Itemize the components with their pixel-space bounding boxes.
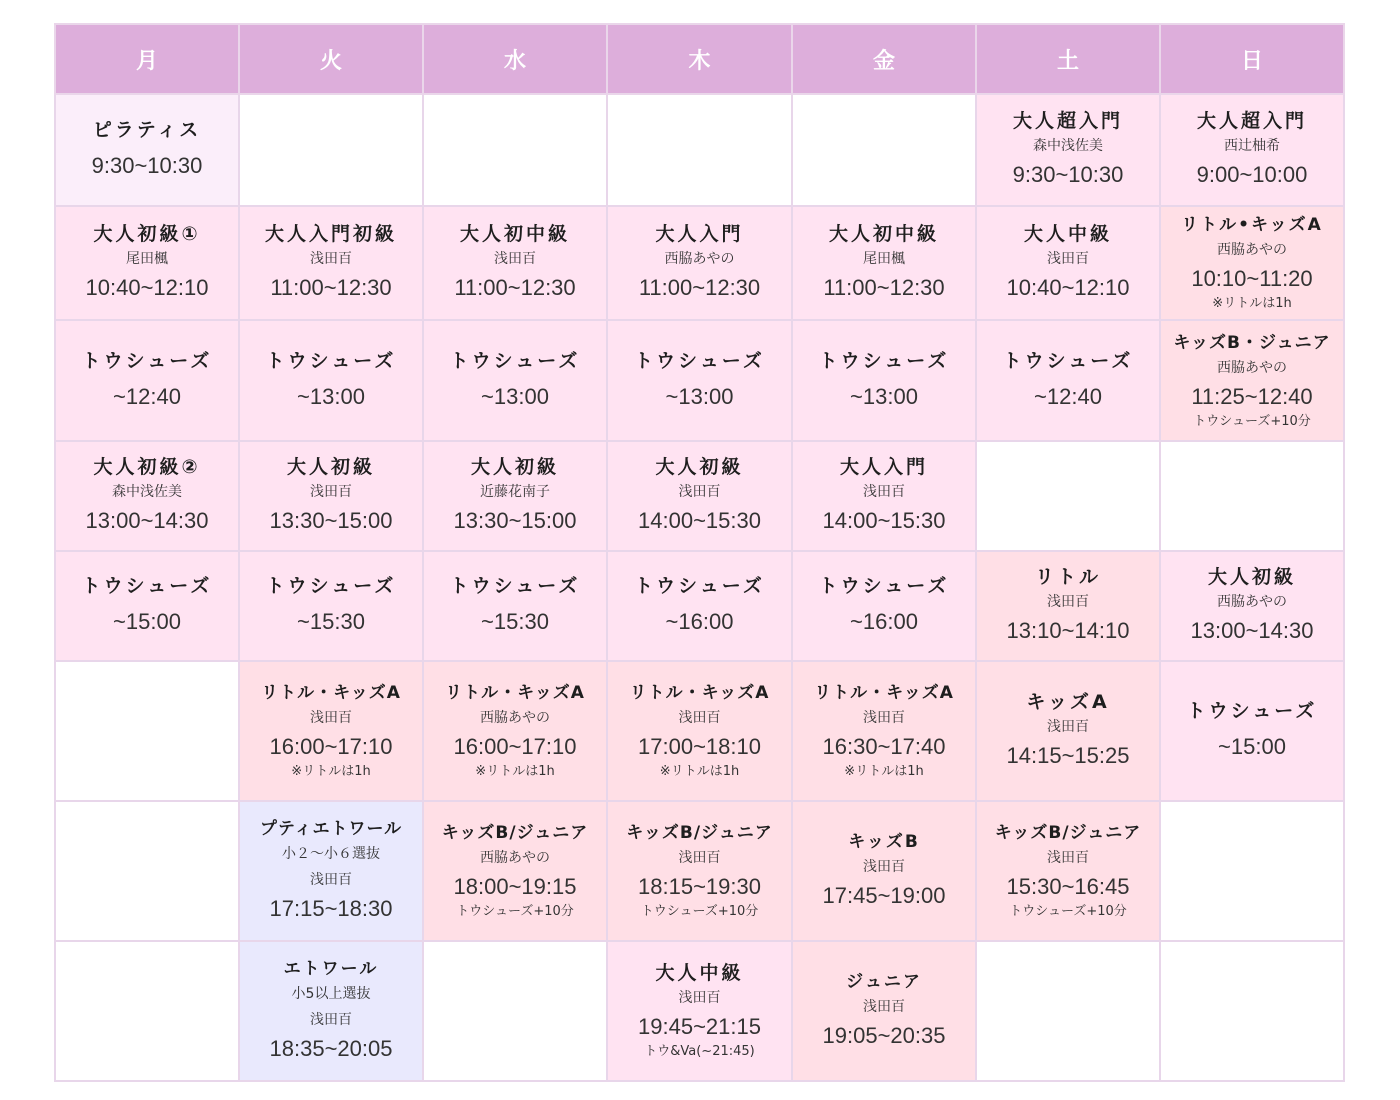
class-time: 11:25~12:40 bbox=[1191, 383, 1313, 409]
class-note: ※リトルは1h bbox=[475, 764, 555, 779]
class-note: ※リトルは1h bbox=[844, 764, 924, 779]
class-name: トウシューズ bbox=[449, 575, 581, 597]
class-time: 17:45~19:00 bbox=[822, 883, 946, 908]
class-name: キッズB/ジュニア bbox=[441, 823, 589, 843]
class-name: トウシューズ bbox=[81, 575, 213, 597]
teacher-name: 浅田百 bbox=[863, 999, 905, 1015]
class-time: ~15:00 bbox=[113, 609, 181, 634]
class-time: 9:30~10:30 bbox=[1012, 162, 1124, 187]
schedule-row bbox=[55, 441, 1344, 551]
class-cell bbox=[239, 320, 423, 441]
class-cell bbox=[607, 441, 792, 551]
class-time: 16:00~17:10 bbox=[269, 734, 393, 759]
class-cell bbox=[423, 206, 607, 320]
class-name: 大人中級 bbox=[655, 962, 744, 984]
class-name: ピラティス bbox=[92, 119, 202, 141]
empty-cell bbox=[607, 94, 792, 206]
class-time: 19:05~20:35 bbox=[822, 1023, 946, 1048]
class-cell bbox=[976, 320, 1160, 441]
teacher-name: 西脇あやの bbox=[664, 251, 735, 267]
class-name: リトル bbox=[1034, 566, 1101, 588]
class-cell bbox=[976, 206, 1160, 320]
class-name: リトル・キッズA bbox=[814, 683, 954, 703]
schedule-row bbox=[55, 941, 1344, 1081]
class-time: 13:10~14:10 bbox=[1006, 618, 1130, 643]
teacher-name: 西脇あやの bbox=[1217, 594, 1287, 610]
empty-cell bbox=[239, 94, 423, 206]
class-time: 19:45~21:15 bbox=[638, 1014, 761, 1039]
schedule-row bbox=[55, 206, 1344, 320]
day-header-mon: 月 bbox=[55, 24, 239, 94]
empty-cell bbox=[55, 661, 239, 801]
class-cell bbox=[976, 801, 1160, 941]
class-time: 18:00~19:15 bbox=[453, 874, 577, 899]
class-name: 大人初級 bbox=[286, 456, 375, 478]
teacher-name: 浅田百 bbox=[310, 872, 352, 888]
class-cell bbox=[239, 551, 423, 661]
day-header-sat: 土 bbox=[976, 24, 1160, 94]
teacher-name: 浅田百 bbox=[1047, 719, 1089, 735]
schedule-row bbox=[55, 94, 1344, 206]
class-note: ※リトルは1h bbox=[1212, 296, 1292, 311]
class-name: キッズB/ジュニア bbox=[626, 823, 773, 843]
class-cell bbox=[239, 661, 423, 801]
class-cell bbox=[607, 320, 792, 441]
class-time: 11:00~12:30 bbox=[454, 275, 576, 300]
class-name: トウシューズ bbox=[634, 349, 765, 372]
class-name: キッズB・ジュニア bbox=[1173, 332, 1331, 353]
class-time: ~13:00 bbox=[850, 383, 918, 409]
teacher-name: 尾田楓 bbox=[126, 251, 168, 267]
class-note: トウシューズ+10分 bbox=[1009, 904, 1127, 919]
class-time: 9:30~10:30 bbox=[91, 153, 203, 178]
class-cell bbox=[1160, 206, 1344, 320]
teacher-name: 浅田百 bbox=[310, 484, 352, 500]
class-name: トウシューズ bbox=[1002, 349, 1134, 372]
class-cell bbox=[1160, 94, 1344, 206]
teacher-name: 西脇あやの bbox=[1217, 359, 1287, 376]
day-header-wed: 水 bbox=[423, 24, 607, 94]
class-cell bbox=[607, 206, 792, 320]
class-time: 14:00~15:30 bbox=[638, 508, 761, 533]
class-time: 16:00~17:10 bbox=[453, 734, 577, 759]
empty-cell bbox=[55, 941, 239, 1081]
teacher-name: 西脇あやの bbox=[480, 850, 550, 866]
class-time: 13:30~15:00 bbox=[269, 508, 393, 533]
class-time: 9:00~10:00 bbox=[1196, 162, 1308, 187]
class-cell bbox=[792, 941, 976, 1081]
class-cell bbox=[792, 441, 976, 551]
teacher-name: 森中浅佐美 bbox=[112, 484, 182, 500]
class-name: リトル・キッズA bbox=[629, 683, 770, 703]
class-name: 大人初級② bbox=[93, 456, 201, 478]
class-name: エトワール bbox=[283, 959, 379, 979]
schedule-row bbox=[55, 551, 1344, 661]
class-time: ~15:00 bbox=[1218, 734, 1286, 759]
class-cell bbox=[1160, 661, 1344, 801]
class-name: キッズB/ジュニア bbox=[994, 823, 1142, 843]
class-time: 15:30~16:45 bbox=[1006, 874, 1130, 899]
class-cell bbox=[792, 801, 976, 941]
class-name: リトル•キッズA bbox=[1181, 215, 1323, 235]
class-cell bbox=[607, 801, 792, 941]
class-cell bbox=[607, 941, 792, 1081]
teacher-name: 浅田百 bbox=[310, 710, 352, 726]
empty-cell bbox=[423, 941, 607, 1081]
class-eligibility: 小5以上選抜 bbox=[291, 986, 371, 1002]
class-cell bbox=[607, 661, 792, 801]
class-cell bbox=[239, 801, 423, 941]
class-note: トウシューズ+10分 bbox=[1193, 413, 1311, 429]
class-time: 13:00~14:30 bbox=[1190, 618, 1314, 643]
class-name: 大人初級① bbox=[93, 223, 201, 245]
class-cell bbox=[423, 551, 607, 661]
class-name: キッズB bbox=[848, 832, 920, 852]
class-name: 大人超入門 bbox=[1012, 110, 1123, 132]
class-time: ~16:00 bbox=[665, 609, 734, 634]
teacher-name: 近藤花南子 bbox=[480, 484, 550, 500]
class-name: キッズA bbox=[1026, 691, 1110, 713]
teacher-name: 森中浅佐美 bbox=[1033, 138, 1103, 154]
teacher-name: 西脇あやの bbox=[480, 710, 550, 726]
class-note: ※リトルは1h bbox=[659, 764, 740, 779]
class-time: ~12:40 bbox=[1034, 383, 1102, 409]
teacher-name: 尾田楓 bbox=[863, 251, 905, 267]
teacher-name: 浅田百 bbox=[678, 484, 721, 500]
class-cell bbox=[792, 206, 976, 320]
class-name: 大人初級 bbox=[655, 456, 744, 478]
class-name: 大人入門 bbox=[655, 223, 744, 245]
class-name: トウシューズ bbox=[81, 349, 213, 372]
class-name: トウシューズ bbox=[1186, 700, 1318, 722]
class-time: 14:00~15:30 bbox=[822, 508, 946, 533]
schedule-row bbox=[55, 661, 1344, 801]
class-name: 大人中級 bbox=[1023, 223, 1112, 245]
class-cell bbox=[1160, 320, 1344, 441]
class-cell bbox=[423, 320, 607, 441]
class-time: 11:00~12:30 bbox=[638, 275, 761, 300]
class-name: トウシューズ bbox=[265, 575, 397, 597]
empty-cell bbox=[1160, 801, 1344, 941]
teacher-name: 浅田百 bbox=[863, 710, 905, 726]
class-time: 11:00~12:30 bbox=[823, 275, 945, 300]
class-cell bbox=[239, 206, 423, 320]
class-time: ~12:40 bbox=[113, 383, 181, 409]
class-name: トウシューズ bbox=[818, 575, 950, 597]
class-name: 大人初級 bbox=[1207, 566, 1296, 588]
class-cell bbox=[1160, 551, 1344, 661]
empty-cell bbox=[1160, 441, 1344, 551]
teacher-name: 浅田百 bbox=[310, 251, 352, 267]
class-cell bbox=[423, 661, 607, 801]
day-header-fri: 金 bbox=[792, 24, 976, 94]
class-time: 18:35~20:05 bbox=[269, 1036, 393, 1061]
class-cell bbox=[607, 551, 792, 661]
class-name: プティエトワール bbox=[259, 819, 403, 839]
empty-cell bbox=[1160, 941, 1344, 1081]
empty-cell bbox=[55, 801, 239, 941]
class-eligibility: 小２〜小６選抜 bbox=[282, 846, 380, 862]
class-cell bbox=[55, 206, 239, 320]
day-header-thu: 木 bbox=[607, 24, 792, 94]
teacher-name: 西脇あやの bbox=[1217, 242, 1287, 258]
class-time: ~16:00 bbox=[850, 609, 918, 634]
class-name: 大人超入門 bbox=[1196, 110, 1307, 132]
class-cell bbox=[792, 551, 976, 661]
class-time: 14:15~15:25 bbox=[1006, 743, 1130, 768]
empty-cell bbox=[792, 94, 976, 206]
class-cell bbox=[423, 441, 607, 551]
class-cell bbox=[423, 801, 607, 941]
class-time: 11:00~12:30 bbox=[270, 275, 392, 300]
class-name: トウシューズ bbox=[634, 575, 765, 597]
class-note: ※リトルは1h bbox=[291, 764, 371, 779]
class-cell bbox=[55, 551, 239, 661]
teacher-name: 浅田百 bbox=[1047, 251, 1089, 267]
class-name: ジュニア bbox=[846, 972, 922, 992]
class-name: 大人初級 bbox=[470, 456, 559, 478]
teacher-name: 浅田百 bbox=[863, 484, 905, 500]
class-time: ~13:00 bbox=[481, 383, 549, 409]
empty-cell bbox=[423, 94, 607, 206]
class-name: 大人初中級 bbox=[459, 223, 570, 245]
day-header-tue: 火 bbox=[239, 24, 423, 94]
weekday-header-row bbox=[55, 24, 1344, 94]
class-time: 10:40~12:10 bbox=[85, 275, 209, 300]
class-cell bbox=[976, 551, 1160, 661]
empty-cell bbox=[976, 441, 1160, 551]
teacher-name: 浅田百 bbox=[863, 859, 905, 875]
class-name: 大人入門初級 bbox=[264, 223, 397, 245]
class-note: トウシューズ+10分 bbox=[456, 904, 574, 919]
class-cell bbox=[976, 661, 1160, 801]
teacher-name: 浅田百 bbox=[678, 850, 721, 866]
class-name: リトル・キッズA bbox=[261, 683, 401, 703]
class-time: 16:30~17:40 bbox=[822, 734, 946, 759]
class-cell bbox=[55, 320, 239, 441]
class-time: 17:00~18:10 bbox=[638, 734, 761, 759]
class-cell bbox=[55, 441, 239, 551]
class-time: ~15:30 bbox=[297, 609, 365, 634]
teacher-name: 浅田百 bbox=[1047, 594, 1089, 610]
class-time: ~13:00 bbox=[665, 383, 734, 409]
class-cell bbox=[239, 941, 423, 1081]
class-cell bbox=[239, 441, 423, 551]
class-time: 18:15~19:30 bbox=[638, 874, 761, 899]
schedule-row bbox=[55, 801, 1344, 941]
class-time: 13:30~15:00 bbox=[453, 508, 577, 533]
teacher-name: 浅田百 bbox=[494, 251, 536, 267]
class-time: 10:10~11:20 bbox=[1191, 266, 1313, 291]
class-time: ~13:00 bbox=[297, 383, 365, 409]
class-cell bbox=[976, 94, 1160, 206]
class-name: 大人入門 bbox=[839, 456, 928, 478]
teacher-name: 浅田百 bbox=[1047, 850, 1089, 866]
day-header-sun: 日 bbox=[1160, 24, 1344, 94]
class-name: リトル・キッズA bbox=[445, 683, 585, 703]
class-cell bbox=[792, 661, 976, 801]
schedule-row bbox=[55, 320, 1344, 441]
teacher-name: 西辻柚希 bbox=[1224, 138, 1280, 154]
class-name: トウシューズ bbox=[265, 349, 397, 372]
class-name: 大人初中級 bbox=[828, 223, 939, 245]
class-note: トウシューズ+10分 bbox=[640, 904, 759, 919]
weekly-schedule-table bbox=[54, 23, 1345, 1082]
class-name: トウシューズ bbox=[818, 349, 950, 372]
class-time: 17:15~18:30 bbox=[269, 896, 393, 921]
class-time: 13:00~14:30 bbox=[85, 508, 209, 533]
class-cell bbox=[55, 94, 239, 206]
empty-cell bbox=[976, 941, 1160, 1081]
class-time: ~15:30 bbox=[481, 609, 549, 634]
class-cell bbox=[792, 320, 976, 441]
teacher-name: 浅田百 bbox=[678, 990, 721, 1006]
class-time: 10:40~12:10 bbox=[1006, 275, 1130, 300]
teacher-name: 浅田百 bbox=[678, 710, 721, 726]
teacher-name: 浅田百 bbox=[310, 1012, 352, 1028]
class-name: トウシューズ bbox=[449, 349, 581, 372]
class-note: トウ&Va(~21:45) bbox=[644, 1044, 755, 1059]
